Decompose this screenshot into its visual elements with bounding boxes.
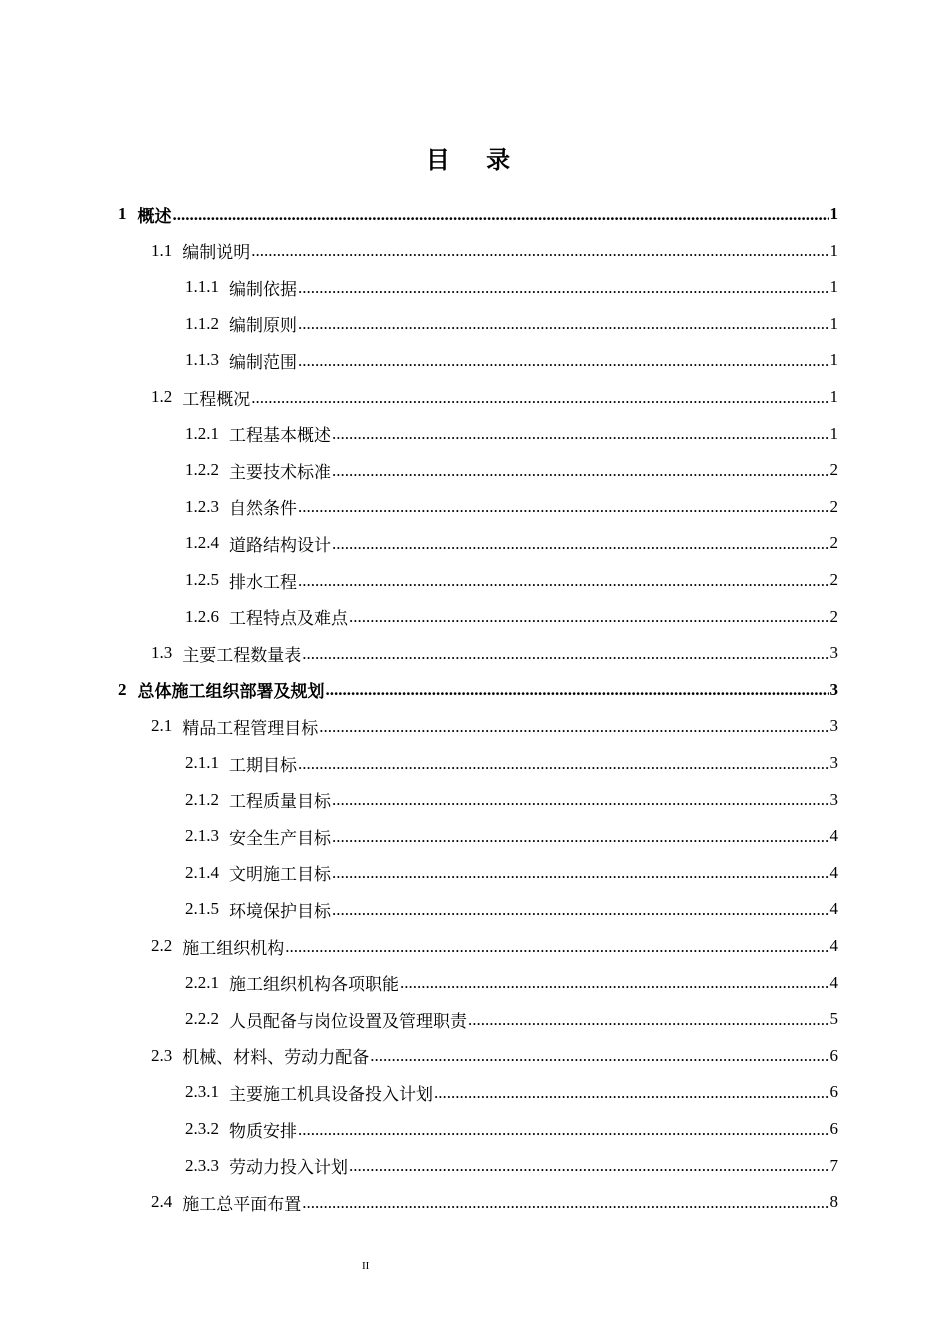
toc-leader-dots — [370, 1047, 828, 1064]
toc-entry-number: 1.1.3 — [185, 350, 219, 370]
toc-entry-number: 1.2.5 — [185, 570, 219, 589]
toc-entry[interactable] — [185, 1001, 838, 1037]
toc-entry-page: 1 — [829, 277, 838, 297]
toc-entry-page: 1 — [829, 350, 838, 370]
toc-entry[interactable] — [185, 818, 838, 854]
toc-leader-dots — [332, 828, 829, 845]
toc-entry[interactable] — [185, 489, 838, 525]
toc-entry-title: 编制范围 — [229, 352, 297, 373]
toc-entry-number: 1.2.3 — [185, 496, 219, 516]
toc-entry[interactable] — [118, 196, 838, 232]
toc-entry[interactable] — [185, 306, 838, 342]
toc-entry-title: 机械、材料、劳动力配备 — [182, 1048, 370, 1069]
toc-entry[interactable] — [185, 452, 838, 488]
toc-entry-page: 1 — [829, 387, 838, 406]
toc-entry-page: 2 — [829, 460, 838, 480]
toc-entry-page: 1 — [829, 313, 838, 333]
toc-entry[interactable] — [151, 233, 838, 269]
toc-entry[interactable] — [185, 745, 838, 781]
toc-entry-page: 1 — [829, 423, 838, 443]
toc-entry-title: 文明施工目标 — [229, 865, 331, 886]
toc-entry-title: 主要技术标准 — [229, 462, 331, 483]
toc-leader-dots — [298, 1121, 829, 1138]
toc-entry[interactable] — [185, 855, 838, 891]
toc-entry-number: 2.4 — [151, 1192, 173, 1212]
toc-entry-page: 3 — [829, 716, 838, 736]
toc-entry[interactable] — [185, 1111, 838, 1147]
toc-entry-number: 2.1.3 — [185, 826, 219, 846]
toc-entry-title: 施工组织机构 — [182, 938, 285, 959]
toc-leader-dots — [302, 1194, 828, 1211]
toc-leader-dots — [298, 572, 829, 589]
toc-entry-number: 2.1.2 — [185, 789, 219, 809]
toc-leader-dots — [285, 938, 828, 955]
toc-entry-page: 6 — [829, 1082, 838, 1102]
toc-entry[interactable] — [151, 1038, 838, 1074]
toc-leader-dots — [251, 242, 828, 259]
toc-entry-number: 1 — [118, 204, 127, 223]
toc-entry[interactable] — [185, 342, 838, 378]
toc-entry-page: 1 — [829, 240, 838, 260]
toc-entry-page: 2 — [829, 496, 838, 516]
toc-entry-title: 工程基本概述 — [229, 426, 331, 447]
toc-entry-number: 2.3.2 — [185, 1119, 219, 1138]
toc-leader-dots — [332, 901, 829, 918]
toc-leader-dots — [251, 389, 828, 406]
toc-entry-page: 7 — [829, 1155, 838, 1175]
toc-entry[interactable] — [185, 965, 838, 1001]
toc-leader-dots — [400, 974, 829, 991]
toc-leader-dots — [332, 535, 829, 552]
toc-leader-dots — [332, 864, 829, 881]
toc-entry-page: 1 — [829, 204, 838, 223]
toc-entry-page: 2 — [829, 606, 838, 626]
toc-entry-page: 3 — [829, 643, 838, 663]
toc-entry-title: 总体施工组织部署及规划 — [137, 682, 325, 703]
toc-entry[interactable] — [185, 1148, 838, 1184]
toc-entry-page: 4 — [829, 862, 838, 882]
toc-entry-number: 2.2 — [151, 936, 173, 955]
toc-entry-title: 施工组织机构各项职能 — [229, 975, 399, 996]
toc-leader-dots — [298, 755, 829, 772]
toc-entry-title: 人员配备与岗位设置及管理职责 — [229, 1011, 467, 1032]
toc-entry-title: 编制依据 — [229, 279, 297, 300]
toc-entry-number: 1.2 — [151, 387, 173, 406]
toc-entry-page: 6 — [829, 1119, 838, 1138]
toc-entry-page: 4 — [829, 899, 838, 919]
toc-heading: 目 录 — [425, 146, 525, 174]
toc-entry-title: 环境保护目标 — [229, 901, 331, 922]
toc-entry-number: 2.3.1 — [185, 1082, 219, 1102]
toc-entry[interactable] — [185, 269, 838, 305]
toc-entry-title: 排水工程 — [229, 572, 297, 593]
toc-leader-dots — [349, 608, 829, 625]
toc-leader-dots — [332, 425, 829, 442]
toc-entry[interactable] — [151, 1184, 838, 1220]
toc-entry-page: 3 — [829, 753, 838, 772]
toc-entry[interactable] — [185, 1074, 838, 1110]
toc-leader-dots — [434, 1084, 829, 1101]
toc-entry-number: 2.1 — [151, 716, 173, 736]
toc-leader-dots — [468, 1011, 829, 1028]
toc-leader-dots — [298, 315, 829, 332]
toc-entry[interactable] — [118, 672, 838, 708]
toc-leader-dots — [332, 791, 829, 808]
toc-leader-dots — [298, 498, 829, 515]
toc-entry-page: 2 — [829, 570, 838, 589]
toc-entry-page: 4 — [829, 972, 838, 992]
toc-entry-title: 主要工程数量表 — [182, 645, 302, 666]
toc-entry-title: 物质安排 — [229, 1121, 297, 1142]
toc-entry[interactable] — [151, 635, 838, 671]
toc-entry[interactable] — [151, 928, 838, 964]
toc-entry-title: 工程质量目标 — [229, 792, 331, 813]
toc-entry-title: 自然条件 — [229, 499, 297, 520]
toc-leader-dots — [298, 352, 829, 369]
toc-entry-title: 主要施工机具设备投入计划 — [229, 1084, 433, 1105]
toc-leader-dots — [302, 645, 828, 662]
toc-entry-page: 5 — [829, 1009, 838, 1029]
toc-entry[interactable] — [151, 708, 838, 744]
toc-entry-title: 精品工程管理目标 — [182, 718, 319, 739]
toc-entry[interactable] — [185, 416, 838, 452]
toc-leader-dots — [319, 718, 828, 735]
toc-entry-title: 道路结构设计 — [229, 535, 331, 556]
toc-entry-title: 概述 — [137, 206, 172, 227]
toc-entry-title: 编制原则 — [229, 316, 297, 337]
toc-leader-dots — [326, 681, 829, 698]
toc-entry-page: 4 — [829, 936, 838, 955]
toc-leader-dots — [173, 206, 829, 223]
toc-entry-page: 3 — [829, 789, 838, 809]
toc-entry-title: 施工总平面布置 — [182, 1194, 302, 1215]
toc-entry-number: 1.3 — [151, 643, 173, 663]
toc-entry-title: 工程概况 — [182, 389, 251, 410]
toc-entry-number: 1.2.1 — [185, 423, 219, 443]
toc-entry-number: 2.3 — [151, 1045, 173, 1065]
toc-entry-number: 2.1.1 — [185, 753, 219, 772]
toc-entry-number: 1.1.1 — [185, 277, 219, 297]
toc-entry-number: 2.2.2 — [185, 1009, 219, 1029]
toc-entry-title: 工程特点及难点 — [229, 609, 348, 630]
toc-entry-title: 编制说明 — [182, 243, 251, 264]
toc-entry-title: 工期目标 — [229, 755, 297, 776]
toc-entry-number: 2.2.1 — [185, 972, 219, 992]
toc-entry-number: 1.1.2 — [185, 313, 219, 333]
toc-leader-dots — [332, 462, 829, 479]
toc-entry-page: 4 — [829, 826, 838, 846]
toc-leader-dots — [349, 1157, 829, 1174]
toc-entry-number: 1.2.2 — [185, 460, 219, 480]
toc-entry[interactable] — [185, 525, 838, 561]
toc-entry-number: 1.1 — [151, 240, 173, 260]
page-number-footer: II — [362, 1260, 370, 1272]
toc-entry[interactable] — [151, 379, 838, 415]
toc-entry-number: 1.2.4 — [185, 533, 219, 553]
toc-entry[interactable] — [185, 599, 838, 635]
toc-entry-number: 2.1.4 — [185, 862, 219, 882]
toc-leader-dots — [298, 279, 829, 296]
toc-entry-page: 3 — [829, 679, 838, 699]
toc-entry-number: 2.3.3 — [185, 1155, 219, 1175]
toc-entry-number: 2 — [118, 679, 127, 699]
toc-entry-title: 安全生产目标 — [229, 828, 331, 849]
toc-entry-page: 6 — [829, 1045, 838, 1065]
toc-entry-page: 2 — [829, 533, 838, 553]
toc-entry[interactable] — [185, 562, 838, 598]
toc-entry[interactable] — [185, 782, 838, 818]
toc-entry-number: 1.2.6 — [185, 606, 219, 626]
toc-entry-number: 2.1.5 — [185, 899, 219, 919]
toc-entry[interactable] — [185, 891, 838, 927]
toc-entry-title: 劳动力投入计划 — [229, 1158, 348, 1179]
toc-entry-page: 8 — [829, 1192, 838, 1212]
